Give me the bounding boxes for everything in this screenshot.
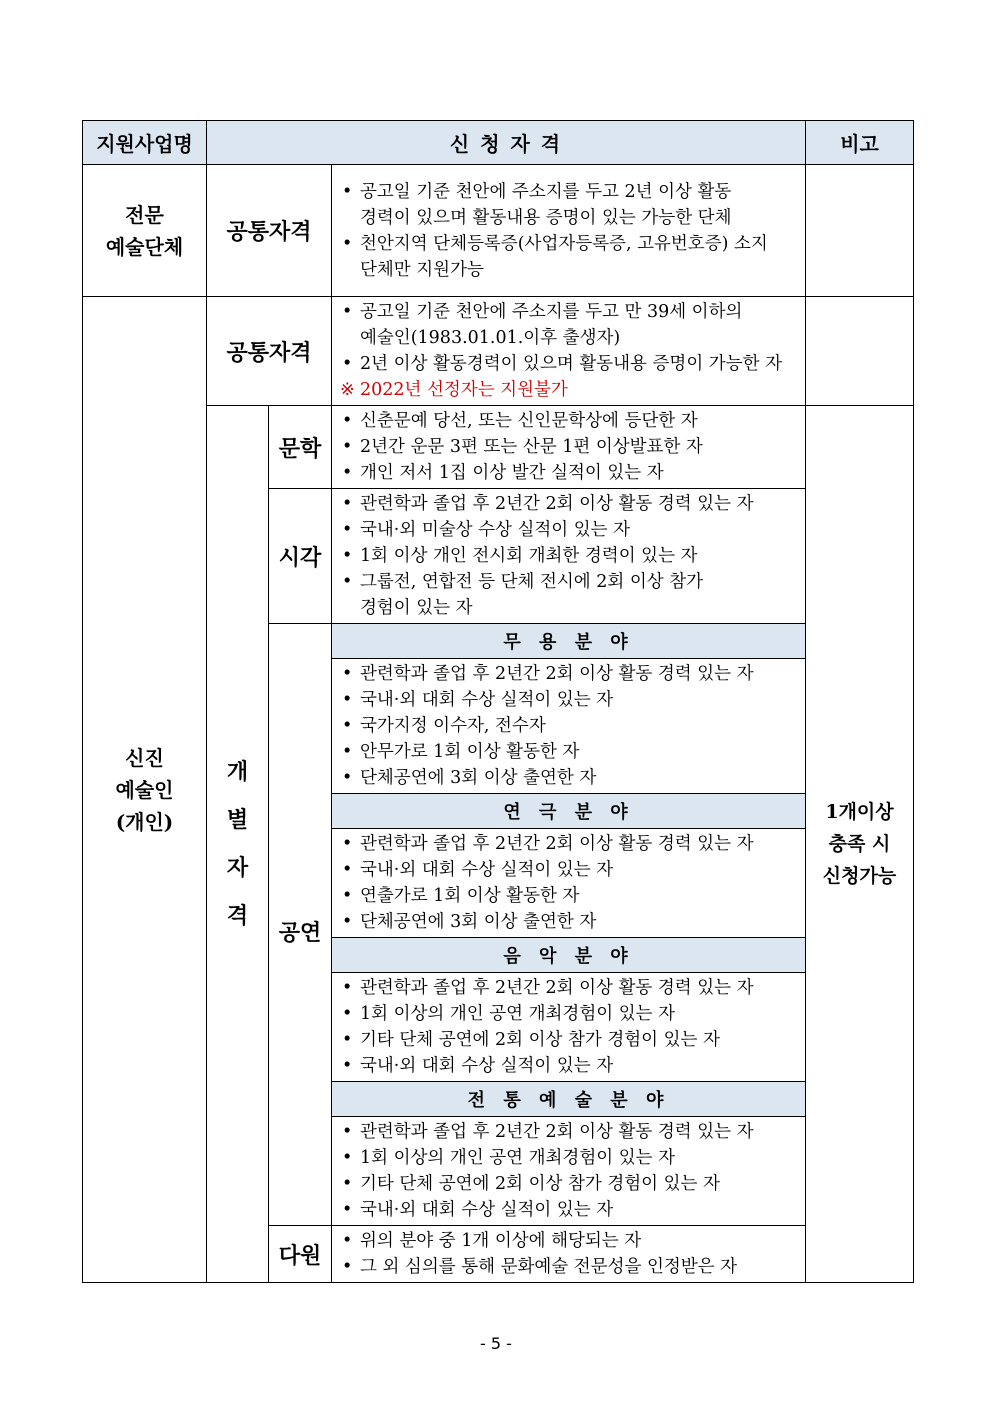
- theater-title: 연 극 분 야: [332, 794, 806, 829]
- qualification-item: 경험이 있는 자: [360, 598, 473, 618]
- individual-common-row: [83, 297, 914, 406]
- literature-row: [83, 406, 914, 489]
- qualification-table: [82, 120, 914, 1283]
- individual-common-items: [332, 297, 806, 406]
- music-title: 음 악 분 야: [332, 938, 806, 973]
- theater-items: [332, 829, 806, 938]
- qualification-item: • 신춘문예 당선, 또는 신인문학상에 등단한 자: [340, 408, 799, 434]
- vertical-label-char: 격: [226, 903, 249, 929]
- vertical-label-char: 개: [226, 759, 249, 785]
- qualification-item: • 1회 이상 개인 전시회 개최한 경력이 있는 자: [340, 543, 799, 569]
- performance-label: 공연: [269, 624, 332, 1226]
- qualification-item: 경력이 있으며 활동내용 증명이 있는 가능한 단체: [360, 207, 732, 228]
- individual-remark: 1개이상 충족 시 신청가능: [806, 406, 914, 1283]
- header-program: 지원사업명: [83, 121, 207, 165]
- multi-label: 다원: [269, 1226, 332, 1283]
- vertical-label-char: 자: [226, 855, 249, 881]
- visual-items: [332, 489, 806, 624]
- qualification-item: • 위의 분야 중 1개 이상에 해당되는 자: [340, 1228, 799, 1254]
- qualification-item: • 1회 이상의 개인 공연 개최경험이 있는 자: [340, 1001, 799, 1027]
- qualification-item: • 국가지정 이수자, 전수자: [340, 713, 799, 739]
- qualification-item: • 공고일 기준 천안에 주소지를 두고 2년 이상 활동: [340, 179, 799, 205]
- org-program-name: 전문 예술단체: [83, 165, 207, 297]
- qualification-item: • 국내·외 대회 수상 실적이 있는 자: [340, 857, 799, 883]
- qualification-item: • 국내·외 대회 수상 실적이 있는 자: [340, 687, 799, 713]
- qualification-item: • 1회 이상의 개인 공연 개최경험이 있는 자: [340, 1145, 799, 1171]
- header-qualification: 신 청 자 격: [207, 121, 806, 165]
- literature-label: 문학: [269, 406, 332, 489]
- org-common-label: 공통자격: [207, 165, 332, 297]
- table-header-row: [83, 121, 914, 165]
- qualification-item: 단체만 지원가능: [360, 259, 484, 280]
- org-remark: [806, 165, 914, 297]
- qualification-item: • 국내·외 미술상 수상 실적이 있는 자: [340, 517, 799, 543]
- qualification-item: • 연출가로 1회 이상 활동한 자: [340, 883, 799, 909]
- qualification-item: • 공고일 기준 천안에 주소지를 두고 만 39세 이하의: [340, 299, 799, 325]
- org-common-items: [332, 165, 806, 297]
- dance-items: [332, 659, 806, 794]
- traditional-items: [332, 1117, 806, 1226]
- qualification-item: • 단체공연에 3회 이상 출연한 자: [340, 765, 799, 791]
- literature-items: [332, 406, 806, 489]
- qualification-item: • 단체공연에 3회 이상 출연한 자: [340, 909, 799, 935]
- qualification-item: 예술인(1983.01.01.이후 출생자): [360, 328, 621, 348]
- individual-common-remark: [806, 297, 914, 406]
- vertical-label-char: 별: [226, 807, 249, 833]
- header-remark: 비고: [806, 121, 914, 165]
- qualification-item: • 2년간 운문 3편 또는 산문 1편 이상발표한 자: [340, 434, 799, 460]
- reference-mark-icon: ※: [340, 380, 355, 400]
- qualification-item: • 안무가로 1회 이상 활동한 자: [340, 739, 799, 765]
- qualification-item: • 기타 단체 공연에 2회 이상 참가 경험이 있는 자: [340, 1171, 799, 1197]
- qualification-item: • 그룹전, 연합전 등 단체 전시에 2회 이상 참가: [340, 569, 799, 595]
- qualification-item: • 관련학과 졸업 후 2년간 2회 이상 활동 경력 있는 자: [340, 975, 799, 1001]
- qualification-item: • 그 외 심의를 통해 문화예술 전문성을 인정받은 자: [340, 1254, 799, 1280]
- qualification-item: • 관련학과 졸업 후 2년간 2회 이상 활동 경력 있는 자: [340, 661, 799, 687]
- qualification-item: • 2년 이상 활동경력이 있으며 활동내용 증명이 가능한 자: [340, 351, 799, 377]
- qualification-item: • 국내·외 대회 수상 실적이 있는 자: [340, 1053, 799, 1079]
- music-items: [332, 973, 806, 1082]
- individual-common-label: 공통자격: [207, 297, 332, 406]
- qualification-item: • 천안지역 단체등록증(사업자등록증, 고유번호증) 소지: [340, 231, 799, 257]
- dance-title: 무 용 분 야: [332, 624, 806, 659]
- exclusion-note: ※ 2022년 선정자는 지원불가: [340, 377, 799, 403]
- multi-items: [332, 1226, 806, 1283]
- qualification-item: • 국내·외 대회 수상 실적이 있는 자: [340, 1197, 799, 1223]
- org-row: [83, 165, 914, 297]
- visual-label: 시각: [269, 489, 332, 624]
- qualification-item: • 관련학과 졸업 후 2년간 2회 이상 활동 경력 있는 자: [340, 1119, 799, 1145]
- qualification-item: • 개인 저서 1집 이상 발간 실적이 있는 자: [340, 460, 799, 486]
- qualification-item: • 기타 단체 공연에 2회 이상 참가 경험이 있는 자: [340, 1027, 799, 1053]
- traditional-title: 전 통 예 술 분 야: [332, 1082, 806, 1117]
- individual-program-name: 신진 예술인 (개인): [83, 297, 207, 1283]
- individual-qual-label: [207, 406, 269, 1283]
- qualification-item: • 관련학과 졸업 후 2년간 2회 이상 활동 경력 있는 자: [340, 491, 799, 517]
- page-number: - 5 -: [480, 1334, 512, 1353]
- qualification-item: • 관련학과 졸업 후 2년간 2회 이상 활동 경력 있는 자: [340, 831, 799, 857]
